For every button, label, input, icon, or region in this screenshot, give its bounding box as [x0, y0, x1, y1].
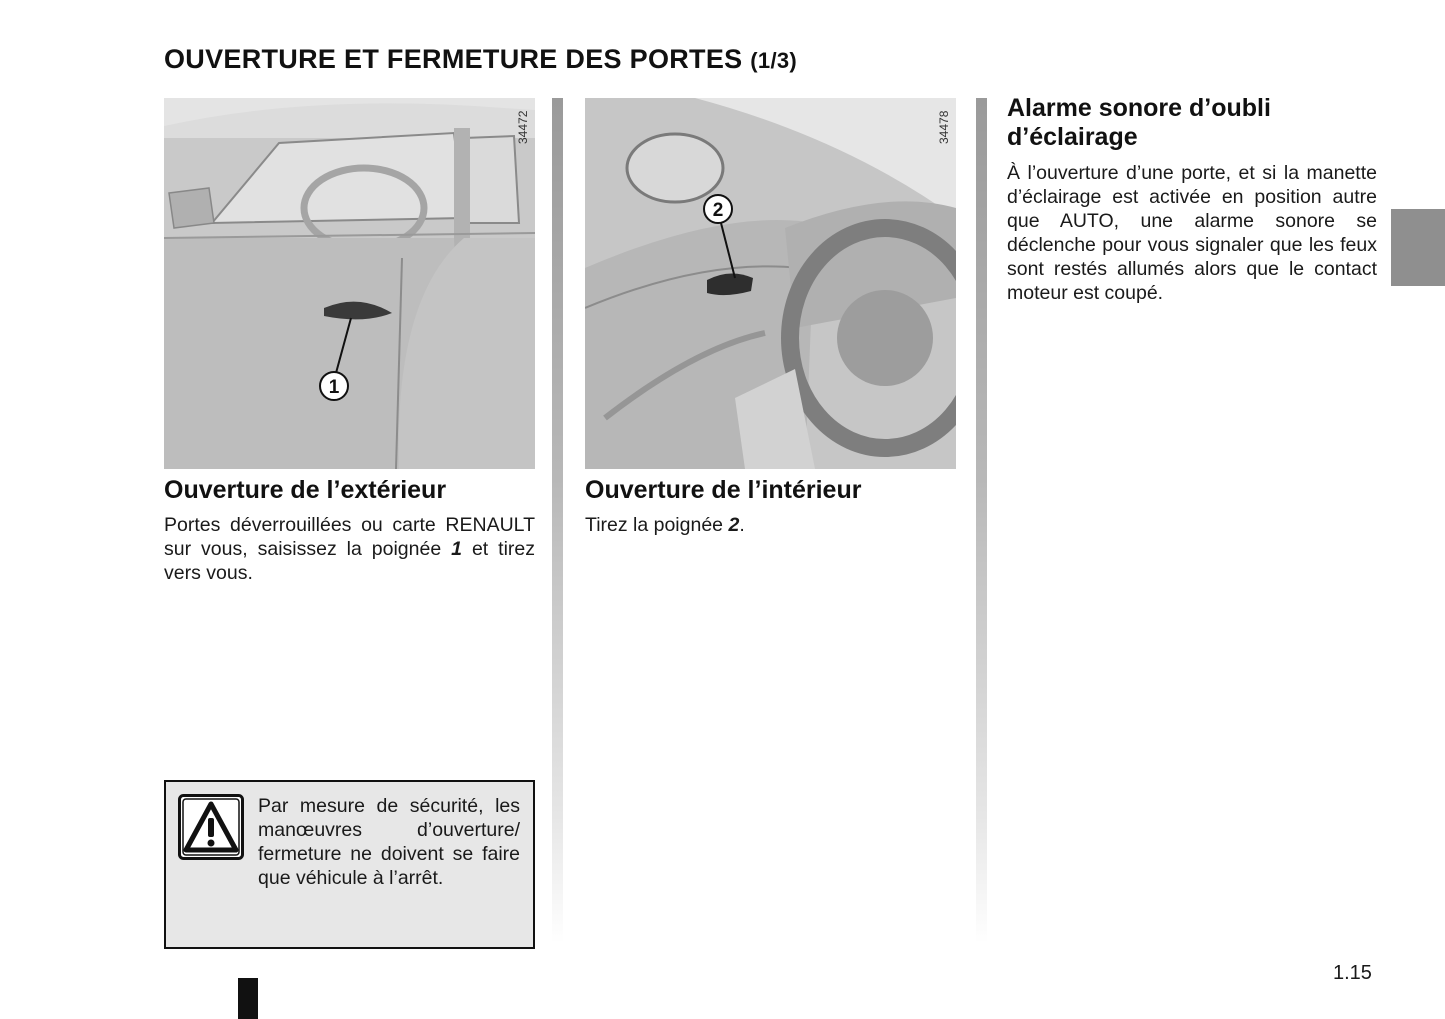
heading-interior: Ouverture de l’intérieur [585, 476, 862, 504]
heading-alarm: Alarme sonore d’oubli d’éclairage [1007, 94, 1271, 151]
interior-ref: 2 [728, 514, 740, 536]
chapter-tab [1391, 209, 1445, 286]
column-separator-2 [976, 98, 987, 943]
warning-text: Par mesure de sécurité, les manœuvres d’ouverture/ fermeture ne doivent se faire que véhicule à l’arrêt. [258, 795, 520, 889]
callout-2: 2 [712, 200, 724, 221]
exterior-text-before: Portes déverrouillées ou carte RENAULT sur vous, saisissez la poignée [164, 514, 535, 560]
interior-text-before: Tirez la poignée [585, 514, 729, 536]
column-separator-1 [552, 98, 563, 943]
interior-text [585, 513, 956, 537]
page-title-main: OUVERTURE ET FERMETURE DES PORTES [164, 44, 743, 74]
exterior-door-illustration [164, 98, 535, 469]
exterior-text [164, 513, 535, 585]
page-number: 1.15 [1333, 962, 1372, 984]
interior-door-illustration [585, 98, 956, 469]
exterior-ref: 1 [451, 538, 462, 560]
callout-1: 1 [328, 377, 340, 398]
warning-box [164, 780, 535, 949]
page-edge-marker [238, 978, 258, 1019]
page-title-part: (1/3) [750, 48, 798, 73]
alarm-text: À l’ouverture d’une porte, et si la manette d’éclairage est activée en position autre que AUTO, une alarme sonore se déclenche pour vous signaler que les feux sont restés allumés alors que le contact moteur est coupé. [1007, 162, 1377, 304]
heading-exterior: Ouverture de l’extérieur [164, 476, 447, 504]
interior-text-after: . [739, 514, 745, 536]
figure-number: 34472 [516, 110, 530, 144]
figure-number: 34478 [937, 110, 951, 144]
page-title [164, 44, 797, 75]
figure-interior-door [585, 98, 956, 469]
warning-triangle-icon [178, 794, 244, 860]
exterior-text-after: et tirez vers vous. [164, 538, 536, 584]
figure-exterior-door [164, 98, 535, 469]
